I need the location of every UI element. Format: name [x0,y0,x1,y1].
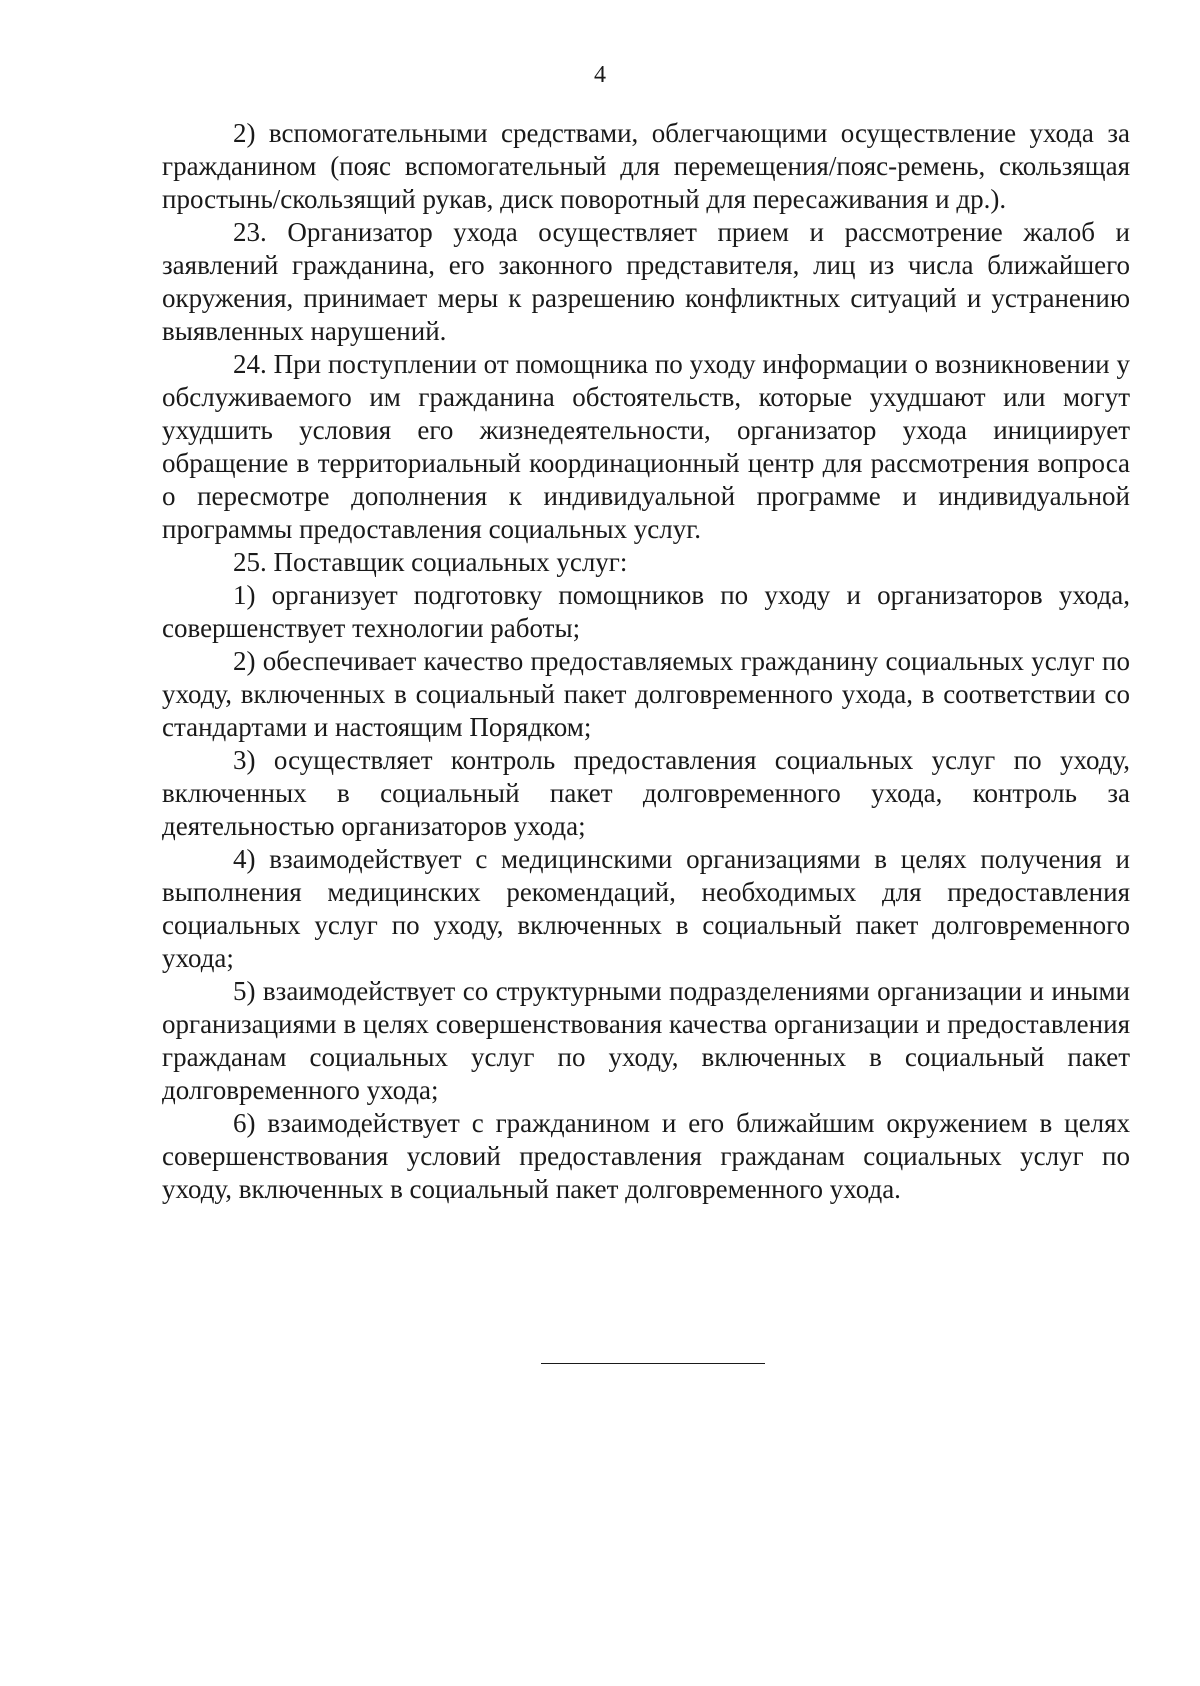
paragraph-23-complaints: 23. Организатор ухода осуществляет прием и рассмотрение жалоб и заявлений гражданина, его законного представителя, лиц из числа ближайшего окружения, принимает меры к разрешению конфликтных ситуаций и устранению выявленных нарушений. [162,217,1130,346]
paragraph-25-item-2: 2) обеспечивает качество предоставляемых гражданину социальных услуг по уходу, включенных в социальный пакет долговременного ухода, в соответствии со стандартами и настоящим Порядком; [162,646,1130,742]
end-of-document-rule [541,1363,765,1364]
page-number: 4 [594,62,606,88]
paragraph-subitem-2-aids: 2) вспомогательными средствами, облегчающими осуществление ухода за гражданином (пояс вспомогательный для перемещения/пояс-ремень, скользящая простынь/скользящий рукав, диск поворотный для пересаживания и др.). [162,118,1130,214]
paragraph-25-item-1: 1) организует подготовку помощников по уходу и организаторов ухода, совершенствует технологии работы; [162,580,1130,643]
paragraph-25-item-5: 5) взаимодействует со структурными подразделениями организации и иными организациями в целях совершенствования качества организации и предоставления гражданам социальных услуг по уходу, включенных в социальный пакет долговременного ухода; [162,976,1130,1105]
document-body [162,117,1130,1206]
paragraph-24-circumstances: 24. При поступлении от помощника по уходу информации о возникновении у обслуживаемого им гражданина обстоятельств, которые ухудшают или могут ухудшить условия его жизнедеятельности, организатор ухода инициирует обращение в территориальный координационный центр для рассмотрения вопроса о пересмотре дополнения к индивидуальной программе и индивидуальной программы предоставления социальных услуг. [162,349,1130,544]
paragraph-25-provider-heading: 25. Поставщик социальных услуг: [233,547,628,577]
paragraph-25-item-4: 4) взаимодействует с медицинскими организациями в целях получения и выполнения медицинских рекомендаций, необходимых для предоставления социальных услуг по уходу, включенных в социальный пакет долговременного ухода; [162,844,1130,973]
paragraph-25-item-3: 3) осуществляет контроль предоставления социальных услуг по уходу, включенных в социальный пакет долговременного ухода, контроль за деятельностью организаторов ухода; [162,745,1130,841]
paragraph-25-item-6: 6) взаимодействует с гражданином и его ближайшим окружением в целях совершенствования условий предоставления гражданам социальных услуг по уходу, включенных в социальный пакет долговременного ухода. [162,1108,1130,1204]
